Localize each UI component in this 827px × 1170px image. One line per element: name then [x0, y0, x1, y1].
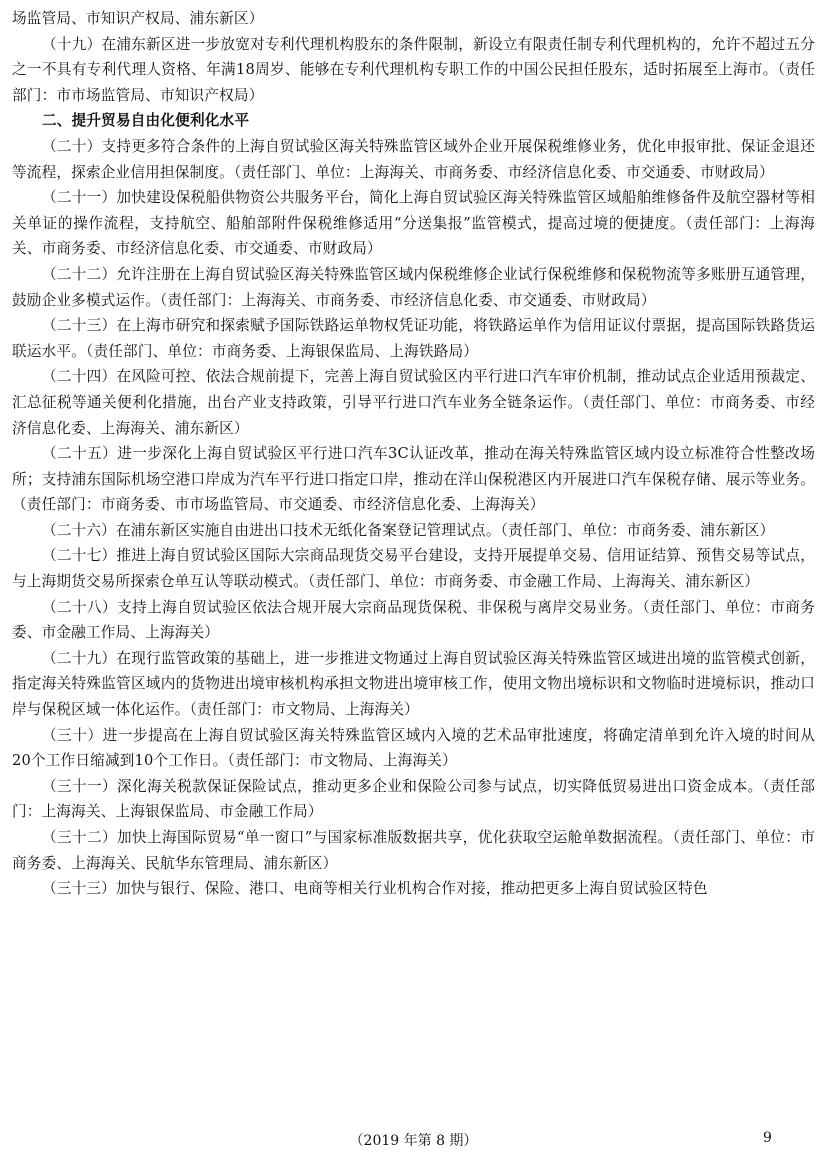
paragraph: （三十）进一步提高在上海自贸试验区海关特殊监管区域内入境的艺术品审批速度，将确定清单到允许入境的时间从20个工作日缩减到10个工作日。（责任部门：市文物局、上海海关）	[12, 726, 815, 770]
paragraph: （三十二）加快上海国际贸易“单一窗口”与国家标准版数据共享，优化获取空运舱单数据流程。（责任部门、单位：市商务委、上海海关、民航华东管理局、浦东新区）	[12, 829, 815, 872]
paragraph: （二十六）在浦东新区实施自由进出口技术无纸化备案登记管理试点。（责任部门、单位：市商务委、浦东新区）	[42, 521, 775, 539]
paragraph-continuation: 场监管局、市知识产权局、浦东新区）	[12, 10, 264, 27]
paragraph: （十九）在浦东新区进一步放宽对专利代理机构股东的条件限制，新设立有限责任制专利代理机构的，允许不超过五分之一不具有专利代理人资格、年满18周岁、能够在专利代理机构专职工作的中国公民担任股东，适时拓展至上海市。（责任部门：市市场监管局、市知识产权局）	[12, 35, 815, 104]
paragraph: （二十一）加快建设保税船供物资公共服务平台，简化上海自贸试验区海关特殊监管区域船舶维修备件及航空器材等相关单证的操作流程，支持航空、船舶部附件保税维修适用“分送集报”监管模式，提高过境的便捷度。（责任部门：上海海关、市商务委、市经济信息化委、市交通委、市财政局）	[12, 189, 815, 258]
document-body	[12, 6, 815, 902]
paragraph: （二十四）在风险可控、依法合规前提下，完善上海自贸试验区内平行进口汽车审价机制，推动试点企业适用预裁定、汇总征税等通关便利化措施，出台产业支持政策，引导平行进口汽车业务全链条运作。（责任部门、单位：市商务委、市经济信息化委、上海海关、浦东新区）	[12, 368, 815, 437]
paragraph: （二十五）进一步深化上海自贸试验区平行进口汽车3C认证改革，推动在海关特殊监管区域内设立标准符合性整改场所；支持浦东国际机场空港口岸成为汽车平行进口指定口岸，推动在洋山保税港区内开展进口汽车保税存储、展示等业务。（责任部门：市商务委、市市场监管局、市交通委、市经济信息化委、上海海关）	[12, 445, 815, 514]
page-number: 9	[763, 1130, 772, 1146]
page-footer	[0, 1130, 827, 1154]
paragraph: （二十七）推进上海自贸试验区国际大宗商品现货交易平台建设，支持开展提单交易、信用证结算、预售交易等试点，与上海期货交易所探索仓单互认等联动模式。（责任部门、单位：市商务委、市金融工作局、上海海关、浦东新区）	[12, 547, 815, 591]
paragraph: （三十一）深化海关税款保证保险试点，推动更多企业和保险公司参与试点，切实降低贸易进出口资金成本。（责任部门：上海海关、上海银保监局、市金融工作局）	[12, 777, 815, 821]
paragraph: （二十八）支持上海自贸试验区依法合规开展大宗商品现货保税、非保税与离岸交易业务。（责任部门、单位：市商务委、市金融工作局、上海海关）	[12, 598, 815, 642]
paragraph: （二十九）在现行监管政策的基础上，进一步推进文物通过上海自贸试验区海关特殊监管区域进出境的监管模式创新，指定海关特殊监管区域内的货物进出境审核机构承担文物进出境审核工作，使用文物出境标识和文物临时进境标识，推动口岸与保税区域一体化运作。（责任部门：市文物局、上海海关）	[12, 649, 815, 719]
paragraph: （三十三）加快与银行、保险、港口、电商等相关行业机构合作对接，推动把更多上海自贸试验区特色	[42, 880, 708, 898]
section-heading: 二、提升贸易自由化便利化水平	[42, 112, 250, 130]
paragraph: （二十三）在上海市研究和探索赋予国际铁路运单物权凭证功能，将铁路运单作为信用证议付票据，提高国际铁路货运联运水平。（责任部门、单位：市商务委、上海银保监局、上海铁路局）	[12, 317, 815, 360]
paragraph: （二十）支持更多符合条件的上海自贸试验区海关特殊监管区域外企业开展保税维修业务，优化申报审批、保证金退还等流程，探索企业信用担保制度。（责任部门、单位：上海海关、市商务委、市经济信息化委、市交通委、市财政局）	[12, 137, 815, 181]
paragraph: （二十二）允许注册在上海自贸试验区海关特殊监管区域内保税维修企业试行保税维修和保税物流等多账册互通管理，鼓励企业多模式运作。（责任部门：上海海关、市商务委、市经济信息化委、市交通委、市财政局）	[12, 265, 815, 309]
issue-label: （2019 年第 8 期）	[349, 1133, 478, 1149]
